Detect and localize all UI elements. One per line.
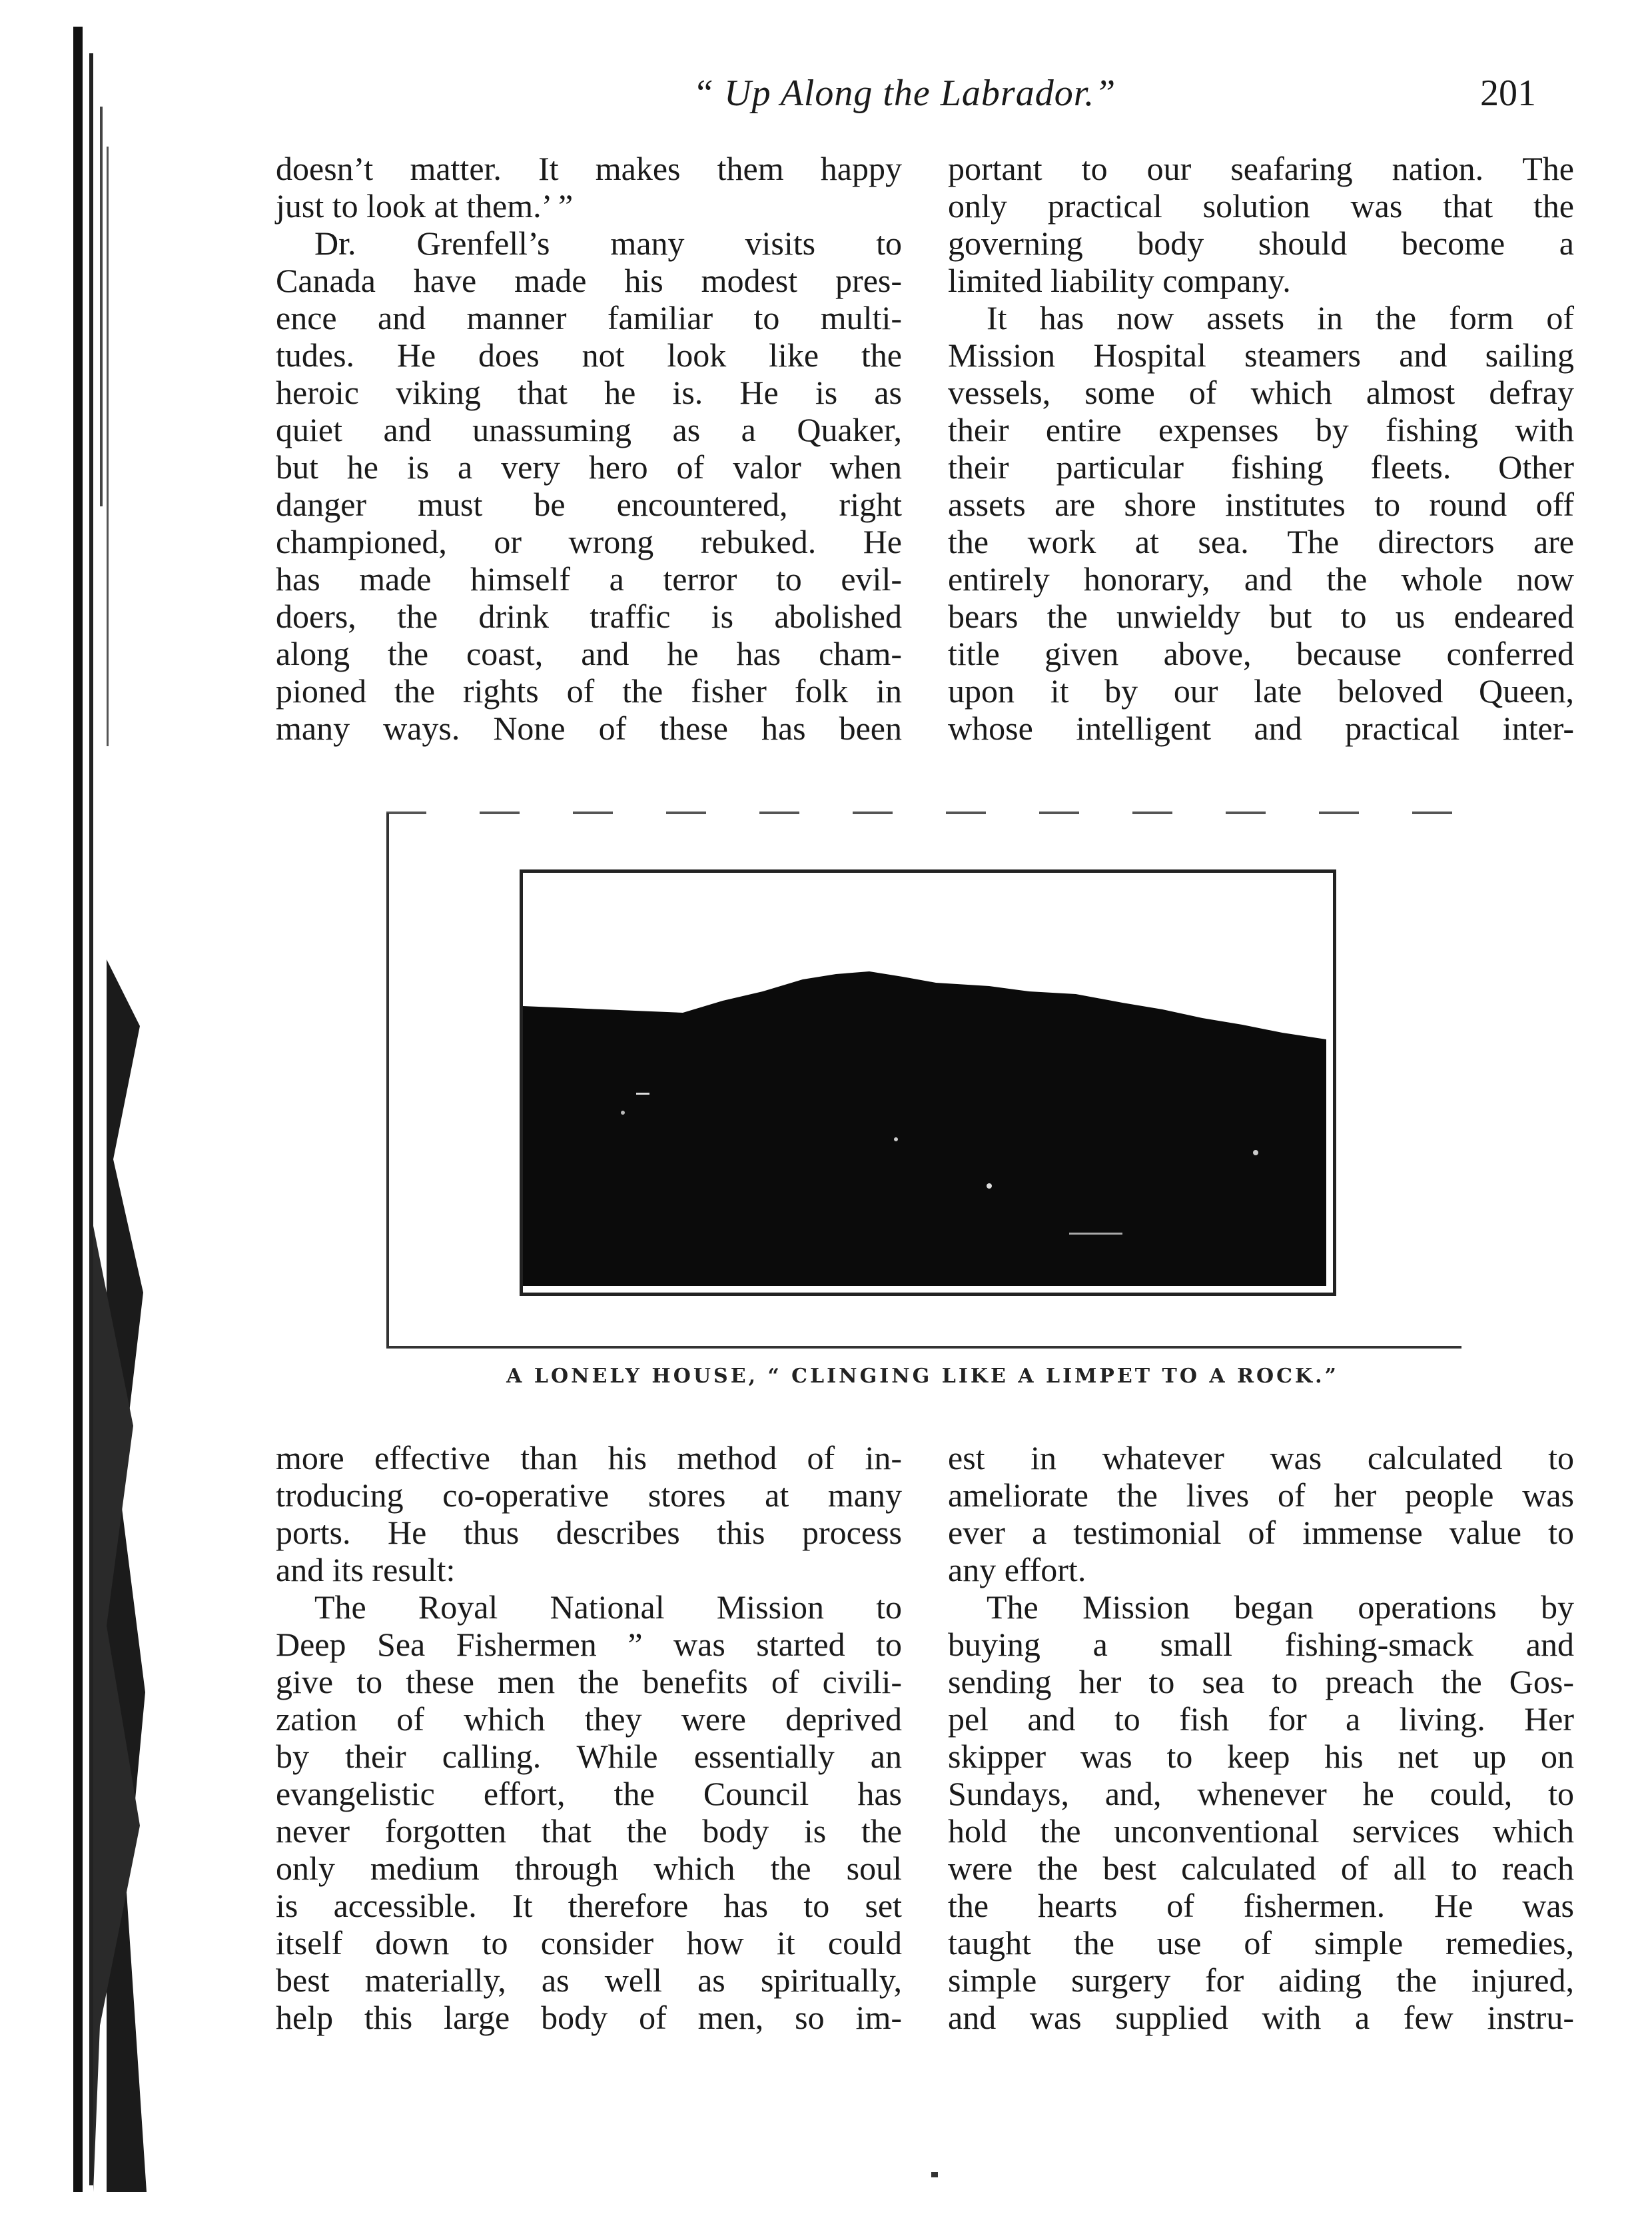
text-line: help this large body of men, so im- xyxy=(276,1999,902,2036)
text-line: never forgotten that the body is the xyxy=(276,1812,902,1850)
text-line: only medium through which the soul xyxy=(276,1850,902,1887)
text-line: portant to our seafaring nation. The xyxy=(948,150,1574,187)
text-column-bottom-left xyxy=(276,1439,902,2036)
text-line: skipper was to keep his net up on xyxy=(948,1738,1574,1775)
text-line: along the coast, and he has cham- xyxy=(276,635,902,672)
text-line: only practical solution was that the xyxy=(948,187,1574,225)
text-line: by their calling. While essentially an xyxy=(276,1738,902,1775)
text-line: and was supplied with a few instru- xyxy=(948,1999,1574,2036)
text-column-bottom-right xyxy=(948,1439,1574,2036)
page-number: 201 xyxy=(1480,73,1536,114)
text-line: ence and manner familiar to multi- xyxy=(276,299,902,336)
text-line: many ways. None of these has been xyxy=(276,710,902,747)
text-line: tudes. He does not look like the xyxy=(276,336,902,374)
text-line: assets are shore institutes to round off xyxy=(948,486,1574,523)
text-line: pel and to fish for a living. Her xyxy=(948,1700,1574,1738)
text-line: best materially, as well as spiritually, xyxy=(276,1961,902,1999)
text-line: evangelistic effort, the Council has xyxy=(276,1775,902,1812)
text-line: buying a small fishing-smack and xyxy=(948,1626,1574,1663)
text-line: governing body should become a xyxy=(948,225,1574,262)
text-line: whose intelligent and practical inter- xyxy=(948,710,1574,747)
print-speck xyxy=(931,2172,938,2177)
text-line: troducing co-operative stores at many xyxy=(276,1476,902,1514)
text-line: pioned the rights of the fisher folk in xyxy=(276,672,902,710)
text-line: est in whatever was calculated to xyxy=(948,1439,1574,1476)
text-line: The Mission began operations by xyxy=(987,1588,1574,1626)
text-line: entirely honorary, and the whole now xyxy=(948,560,1574,598)
text-line: the hearts of fishermen. He was xyxy=(948,1887,1574,1924)
text-line: upon it by our late beloved Queen, xyxy=(948,672,1574,710)
text-line: and its result: xyxy=(276,1551,456,1588)
text-line: Canada have made his modest pres- xyxy=(276,262,902,299)
text-line: Mission Hospital steamers and sailing xyxy=(948,336,1574,374)
text-line: championed, or wrong rebuked. He xyxy=(276,523,902,560)
text-line: itself down to consider how it could xyxy=(276,1924,902,1961)
text-line: Sundays, and, whenever he could, to xyxy=(948,1775,1574,1812)
text-line: their entire expenses by fishing with xyxy=(948,411,1574,448)
text-line: ports. He thus describes this process xyxy=(276,1514,902,1551)
text-line: more effective than his method of in- xyxy=(276,1439,902,1476)
text-line: It has now assets in the form of xyxy=(987,299,1574,336)
text-line: simple surgery for aiding the injured, xyxy=(948,1961,1574,1999)
text-line: quiet and unassuming as a Quaker, xyxy=(276,411,902,448)
text-line: taught the use of simple remedies, xyxy=(948,1924,1574,1961)
text-line: ameliorate the lives of her people was xyxy=(948,1476,1574,1514)
running-title: “ Up Along the Labrador.” xyxy=(693,73,1116,114)
text-line: Deep Sea Fishermen ” was started to xyxy=(276,1626,902,1663)
text-line: The Royal National Mission to xyxy=(314,1588,902,1626)
text-line: any effort. xyxy=(948,1551,1086,1588)
text-line: has made himself a terror to evil- xyxy=(276,560,902,598)
text-line: Dr. Grenfell’s many visits to xyxy=(314,225,902,262)
text-line: sending her to sea to preach the Gos- xyxy=(948,1663,1574,1700)
text-line: give to these men the benefits of civili- xyxy=(276,1663,902,1700)
text-line: limited liability company. xyxy=(948,262,1291,299)
landscape-photo xyxy=(520,869,1336,1296)
text-line: just to look at them.’ ” xyxy=(276,187,574,225)
text-line: the work at sea. The directors are xyxy=(948,523,1574,560)
text-line: bears the unwieldy but to us endeared xyxy=(948,598,1574,635)
text-line: danger must be encountered, right xyxy=(276,486,902,523)
text-line: is accessible. It therefore has to set xyxy=(276,1887,902,1924)
text-line: ever a testimonial of immense value to xyxy=(948,1514,1574,1551)
text-line: title given above, because conferred xyxy=(948,635,1574,672)
text-line: zation of which they were deprived xyxy=(276,1700,902,1738)
text-column-top-right xyxy=(948,150,1574,747)
text-line: were the best calculated of all to reach xyxy=(948,1850,1574,1887)
dark-hill-silhouette xyxy=(523,873,1326,1286)
text-line: heroic viking that he is. He is as xyxy=(276,374,902,411)
text-line: but he is a very hero of valor when xyxy=(276,448,902,486)
text-column-top-left xyxy=(276,150,902,747)
text-line: hold the unconventional services which xyxy=(948,1812,1574,1850)
text-line: their particular fishing fleets. Other xyxy=(948,448,1574,486)
text-line: doesn’t matter. It makes them happy xyxy=(276,150,902,187)
text-line: doers, the drink traffic is abolished xyxy=(276,598,902,635)
figure-caption: A LONELY HOUSE, “ CLINGING LIKE A LIMPET TO A ROCK.” xyxy=(506,1365,1339,1388)
page-binding-edge xyxy=(67,27,147,2192)
text-line: vessels, some of which almost defray xyxy=(948,374,1574,411)
